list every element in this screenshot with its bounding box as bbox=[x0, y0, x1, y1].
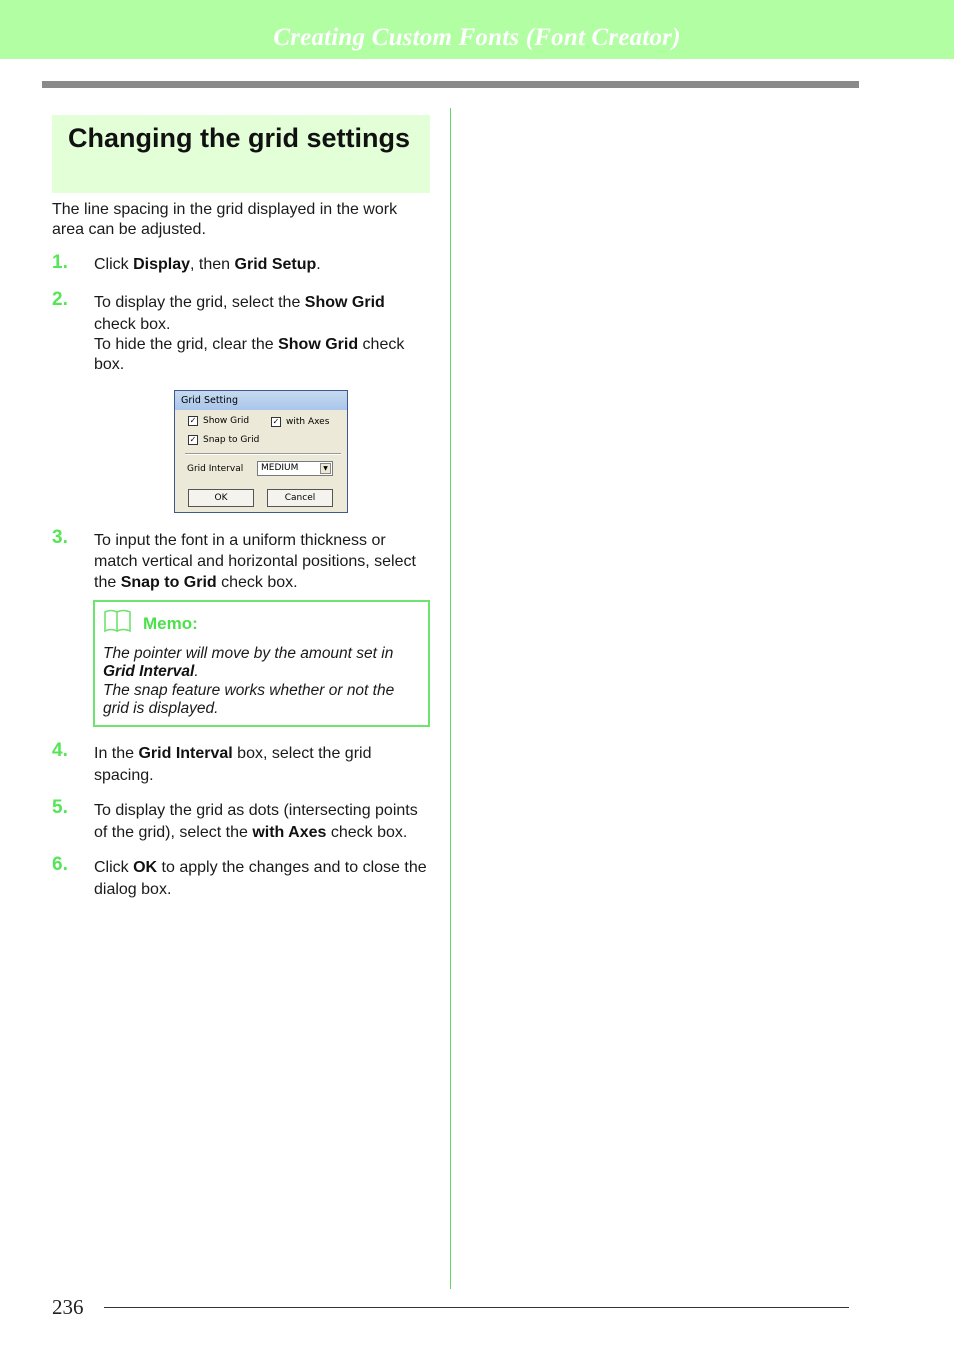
grid-setting-dialog bbox=[174, 390, 348, 513]
grid-interval-select[interactable] bbox=[257, 461, 333, 476]
step-2-text: To display the grid, select the Show Grid check box. bbox=[94, 294, 385, 333]
section-title: Changing the grid settings bbox=[68, 123, 410, 153]
with-axes-checkbox[interactable]: ✓ bbox=[272, 417, 280, 426]
snap-to-grid-label: Snap to Grid bbox=[203, 435, 260, 445]
intro-paragraph: The line spacing in the grid displayed in the work area can be adjusted. bbox=[52, 201, 398, 238]
header-title: Creating Custom Fonts (Font Creator) bbox=[273, 24, 681, 51]
memo-line-1: The pointer will move by the amount set in Grid Interval. bbox=[103, 645, 394, 680]
show-grid-checkbox[interactable]: ✓ bbox=[189, 416, 197, 425]
memo-box bbox=[93, 600, 430, 727]
step-2-text-hide: To hide the grid, clear the Show Grid check box. bbox=[94, 336, 405, 373]
footer-rule bbox=[104, 1307, 849, 1308]
top-rule bbox=[42, 81, 859, 88]
step-number-3: 3. bbox=[52, 527, 68, 548]
step-5-text: To display the grid as dots (intersecting points of the grid), select the with Axes check box. bbox=[94, 802, 418, 841]
page-number: 236 bbox=[52, 1295, 84, 1319]
step-number-2: 2. bbox=[52, 289, 68, 310]
step-number-5: 5. bbox=[52, 797, 68, 818]
grid-interval-value: MEDIUM bbox=[261, 463, 299, 473]
step-number-4: 4. bbox=[52, 740, 68, 761]
memo-title: Memo: bbox=[143, 614, 198, 633]
show-grid-label: Show Grid bbox=[203, 416, 250, 426]
step-number-6: 6. bbox=[52, 854, 68, 875]
step-number-1: 1. bbox=[52, 252, 68, 273]
dialog-titlebar bbox=[175, 391, 347, 410]
dialog-title: Grid Setting bbox=[181, 395, 238, 406]
dropdown-arrow-icon[interactable]: ▼ bbox=[320, 463, 331, 474]
ok-button[interactable]: OK bbox=[188, 489, 254, 507]
section-heading-box bbox=[52, 115, 430, 193]
book-icon bbox=[103, 608, 133, 639]
column-divider bbox=[450, 108, 451, 1289]
step-1-text: Click Display, then Grid Setup. bbox=[94, 256, 321, 273]
grid-interval-label: Grid Interval bbox=[187, 464, 244, 474]
cancel-button[interactable]: Cancel bbox=[267, 489, 333, 507]
dialog-separator bbox=[185, 453, 341, 455]
with-axes-label: with Axes bbox=[286, 417, 330, 427]
header-band bbox=[0, 0, 954, 59]
step-4-text: In the Grid Interval box, select the grid spacing. bbox=[94, 745, 372, 784]
step-6-text: Click OK to apply the changes and to close the dialog box. bbox=[94, 859, 427, 898]
snap-to-grid-checkbox[interactable]: ✓ bbox=[189, 435, 197, 444]
step-3-text: To input the font in a uniform thickness or match vertical and horizontal positions, select the Snap to Grid check box. bbox=[94, 532, 416, 591]
memo-line-2: The snap feature works whether or not the grid is displayed. bbox=[103, 682, 395, 717]
